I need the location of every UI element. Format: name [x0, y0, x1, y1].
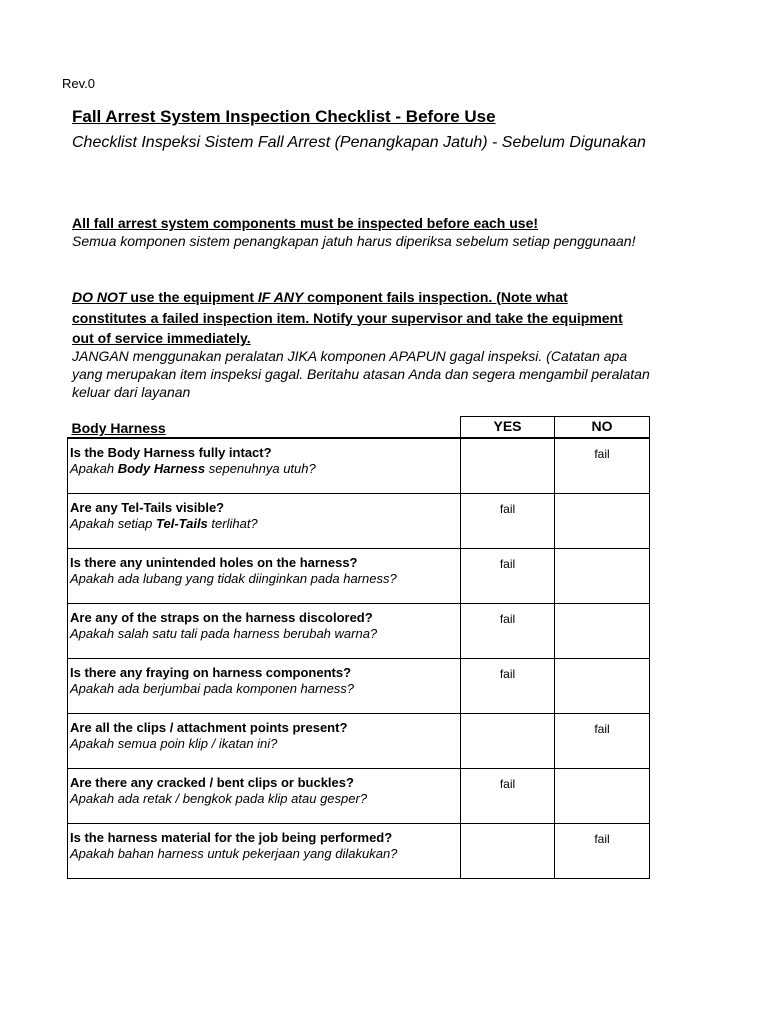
question-indonesian-post: terlihat?: [207, 516, 258, 531]
table-row: [68, 659, 650, 714]
question-indonesian-pre: Apakah ada retak / bengkok pada klip atau gesper?: [70, 791, 368, 806]
no-cell: [555, 549, 650, 604]
question-cell: [68, 494, 461, 549]
no-cell: [555, 769, 650, 824]
question-english: Is the Body Harness fully intact?: [70, 445, 272, 460]
if-any-text: IF ANY: [257, 289, 304, 305]
table-row: [68, 438, 650, 494]
no-cell: fail: [555, 714, 650, 769]
question-indonesian: [70, 461, 460, 477]
warning-english: [72, 287, 642, 349]
section-heading-text: Body Harness: [71, 420, 166, 436]
question-cell: [68, 824, 461, 879]
question-cell: [68, 659, 461, 714]
warning-part-2: component fails inspection. (Note what constitutes a failed inspection item. Notify your supervisor and take the equipment out of service immediately.: [72, 289, 623, 346]
question-indonesian: [70, 626, 460, 642]
yes-cell: fail: [461, 494, 555, 549]
table-row: [68, 604, 650, 659]
table-row: [68, 824, 650, 879]
warning-indonesian: JANGAN menggunakan peralatan JIKA komponen APAPUN gagal inspeksi. (Catatan apa yang merupakan item inspeksi gagal. Beritahu atasan Anda dan segera mengambil peralatan keluar dari layanan: [72, 348, 650, 400]
warning-part-1: use the equipment: [126, 289, 258, 305]
question-cell: [68, 604, 461, 659]
question-english: Are there any cracked / bent clips or buckles?: [70, 775, 354, 790]
question-english: Is there any unintended holes on the harness?: [70, 555, 358, 570]
no-cell: [555, 659, 650, 714]
question-english: Are all the clips / attachment points present?: [70, 720, 348, 735]
intro-english: All fall arrest system components must be inspected before each use!: [72, 215, 539, 231]
question-indonesian-pre: Apakah ada lubang yang tidak diinginkan pada harness?: [70, 571, 397, 586]
table-header-row: [68, 417, 650, 439]
question-indonesian-post: sepenuhnya utuh?: [205, 461, 316, 476]
question-cell: [68, 549, 461, 604]
table-row: [68, 549, 650, 604]
question-indonesian: [70, 736, 460, 752]
question-indonesian: [70, 516, 460, 532]
yes-cell: [461, 714, 555, 769]
do-not-text: DO NOT: [72, 289, 127, 305]
no-column-header: NO: [555, 417, 650, 439]
question-indonesian-pre: Apakah salah satu tali pada harness berubah warna?: [70, 626, 378, 641]
question-cell: [68, 714, 461, 769]
yes-cell: fail: [461, 604, 555, 659]
question-indonesian-bold: Tel-Tails: [156, 516, 208, 531]
intro-indonesian: Semua komponen sistem penangkapan jatuh harus diperiksa sebelum setiap penggunaan!: [72, 233, 636, 249]
question-indonesian-bold: Body Harness: [117, 461, 206, 476]
no-cell: fail: [555, 438, 650, 494]
no-cell: [555, 494, 650, 549]
no-cell: fail: [555, 824, 650, 879]
table-row: [68, 714, 650, 769]
question-indonesian-pre: Apakah bahan harness untuk pekerjaan yang dilakukan?: [70, 846, 398, 861]
table-row: [68, 769, 650, 824]
yes-cell: [461, 824, 555, 879]
no-cell: [555, 604, 650, 659]
question-english: Are any Tel-Tails visible?: [70, 500, 225, 515]
question-indonesian: [70, 791, 460, 807]
question-cell: [68, 438, 461, 494]
question-indonesian: [70, 571, 460, 587]
question-english: Is there any fraying on harness components?: [70, 665, 352, 680]
question-indonesian-pre: Apakah: [70, 461, 118, 476]
title-indonesian: Checklist Inspeksi Sistem Fall Arrest (Penangkapan Jatuh) - Sebelum Digunakan: [72, 134, 646, 151]
title-english: Fall Arrest System Inspection Checklist - Before Use: [72, 107, 496, 126]
table-row: [68, 494, 650, 549]
yes-column-header: YES: [461, 417, 555, 439]
question-indonesian-pre: Apakah setiap: [70, 516, 157, 531]
yes-cell: fail: [461, 549, 555, 604]
question-indonesian: [70, 681, 460, 697]
question-indonesian-pre: Apakah semua poin klip / ikatan ini?: [70, 736, 278, 751]
yes-cell: [461, 438, 555, 494]
revision-label: Rev.0: [62, 76, 95, 91]
section-heading: [68, 417, 461, 439]
yes-cell: fail: [461, 659, 555, 714]
question-english: Is the harness material for the job being performed?: [70, 830, 393, 845]
question-cell: [68, 769, 461, 824]
yes-cell: fail: [461, 769, 555, 824]
question-indonesian-pre: Apakah ada berjumbai pada komponen harness?: [70, 681, 355, 696]
question-indonesian: [70, 846, 460, 862]
question-english: Are any of the straps on the harness discolored?: [70, 610, 373, 625]
inspection-table: [67, 416, 650, 879]
